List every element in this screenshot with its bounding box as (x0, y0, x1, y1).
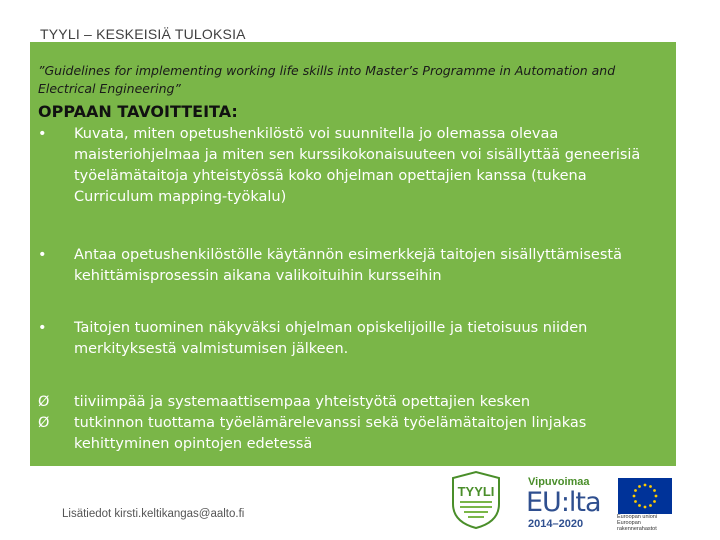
eu-lta-label: EU:lta (526, 487, 601, 518)
goal-item (38, 318, 658, 360)
content-panel (30, 42, 676, 466)
goal-item (38, 245, 658, 287)
arrow-marker: Ø (38, 415, 50, 431)
outcome-text: tiiviimpää ja systemaattisempaa yhteistyötä opettajien kesken (74, 394, 531, 410)
guide-title: ”Guidelines for implementing working life skills into Master’s Programme in Automation and Electrical Engineering” (38, 63, 616, 96)
outcome-text: tutkinnon tuottama työelämärelevanssi sekä työelämätaitojen linjakas kehittyminen opintojen edetessä (74, 415, 587, 452)
goals-heading: OPPAAN TAVOITTEITA: (38, 102, 238, 121)
period-label: 2014–2020 (528, 518, 584, 530)
tyyli-logo (447, 470, 505, 530)
bullet-marker: • (38, 320, 47, 336)
bullet-marker: • (38, 126, 47, 142)
goal-text: Kuvata, miten opetushenkilöstö voi suunnitella jo olemassa olevaa maisteriohjelmaa ja miten sen kurssikokonaisuuteen voi sisällyttää geneerisiä työelämätaitoja yhteistyössä koko ohjelman opettajien kanssa (tukena Curriculum mapping-työkalu) (74, 126, 641, 205)
tyyli-logo-text: TYYLI (457, 484, 495, 499)
contact-info: Lisätiedot kirsti.keltikangas@aalto.fi (62, 508, 245, 520)
eu-flag-icon (618, 478, 672, 514)
eu-caption-line: Euroopan rakennerahastot (617, 520, 657, 532)
vipuvoimaa-logo (526, 474, 608, 532)
arrow-marker: Ø (38, 394, 50, 410)
eu-caption (617, 514, 675, 532)
vipuvoimaa-label: Vipuvoimaa (528, 476, 590, 488)
goal-item (38, 124, 658, 208)
goal-text: Taitojen tuominen näkyväksi ohjelman opiskelijoille ja tietoisuus niiden merkityksestä valmistumisen jälkeen. (74, 320, 588, 357)
outcome-item (38, 413, 658, 455)
goal-text: Antaa opetushenkilöstölle käytännön esimerkkejä taitojen sisällyttämisestä kehittämisprosessin aikana valikoituihin kursseihin (74, 247, 622, 284)
outcome-item (38, 392, 658, 413)
slide-title: TYYLI – KESKEISIÄ TULOKSIA (40, 26, 246, 42)
bullet-marker: • (38, 247, 47, 263)
eu-caption-line: Euroopan unioni (617, 514, 658, 520)
